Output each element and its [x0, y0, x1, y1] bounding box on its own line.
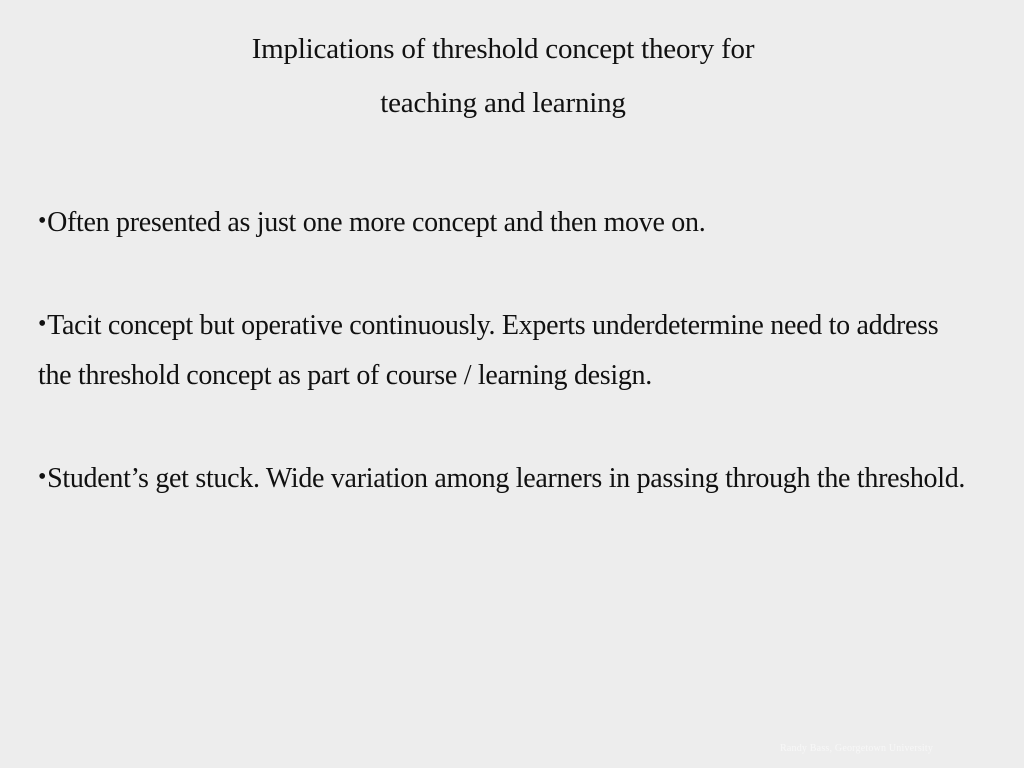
slide-title-line-2: teaching and learning: [380, 87, 626, 119]
bullet-list: [38, 196, 968, 555]
bullet-item-often-presented: [38, 196, 968, 248]
bullet-text: Often presented as just one more concept and then move on.: [47, 207, 706, 238]
bullet-text: Tacit concept but operative continuously. Experts underdetermine need to address the threshold concept as part of course / learning design.: [38, 310, 939, 391]
slide-title-line-1: Implications of threshold concept theory for: [251, 33, 755, 65]
bullet-marker: •: [38, 208, 47, 234]
bullet-marker: •: [38, 464, 47, 490]
footer-credit: Randy Bass, Georgetown University: [780, 743, 934, 754]
bullet-text: Student’s get stuck. Wide variation among learners in passing through the threshold.: [47, 463, 966, 494]
bullet-marker: •: [38, 311, 47, 337]
bullet-item-tacit-concept: [38, 299, 968, 401]
slide-title: [0, 22, 1006, 130]
bullet-item-students-get-stuck: [38, 452, 968, 504]
